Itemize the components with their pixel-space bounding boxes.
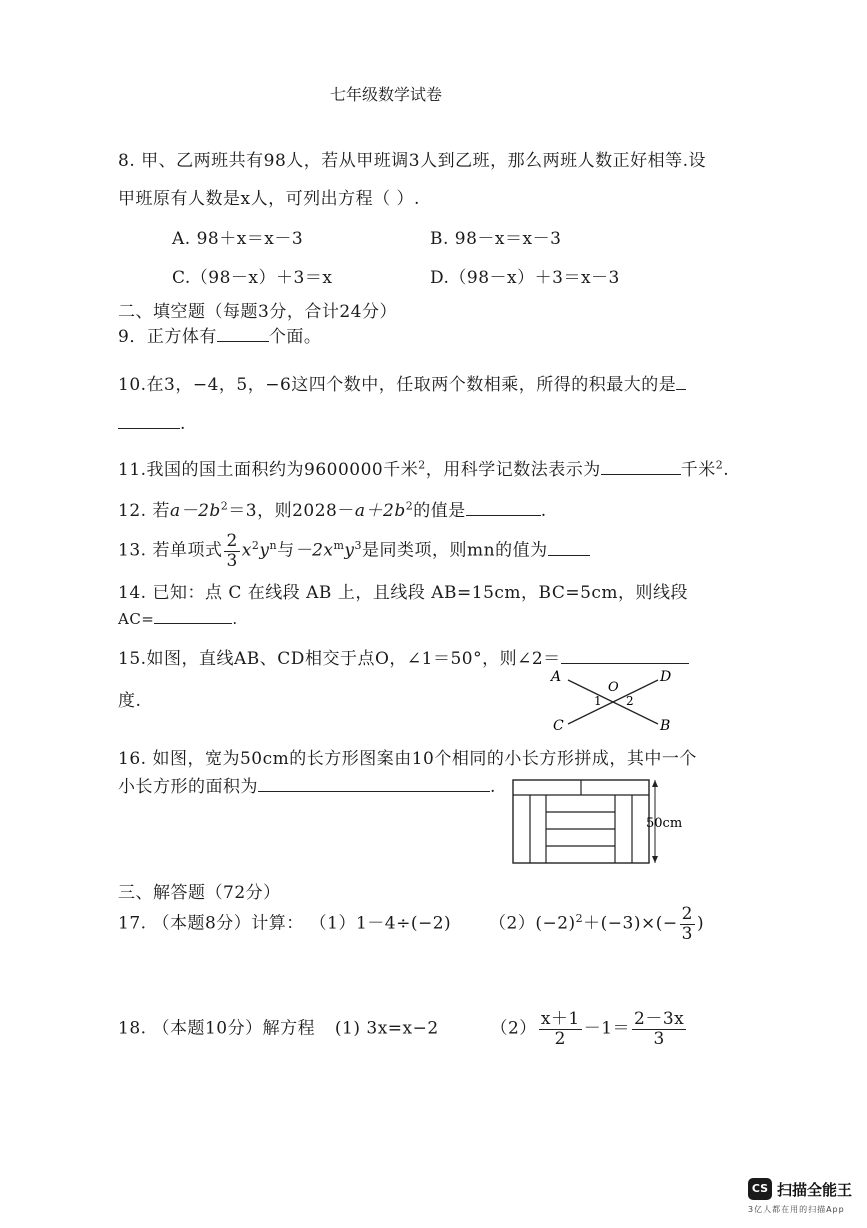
q13-numerator: 2	[226, 531, 238, 551]
q13-exp2b: 3	[354, 539, 363, 553]
q18-mid: －1＝	[583, 1018, 631, 1039]
q18-part1: (1) 3x=x−2	[334, 1018, 439, 1039]
q16-answer-blank	[258, 790, 490, 792]
q14-end: .	[232, 610, 238, 628]
q18-part2-label: （2）	[490, 1018, 537, 1039]
q12	[118, 496, 547, 521]
scanner-brand: 扫描全能王	[777, 1181, 853, 1199]
label-a: A	[551, 669, 562, 685]
q13-denominator: 3	[226, 550, 238, 571]
q13-mono2-y: y	[344, 540, 355, 561]
q13-exp1: 2	[251, 539, 260, 553]
scanner-logo-icon: CS	[748, 1178, 772, 1200]
label-b: B	[660, 718, 671, 734]
q11-answer-blank	[601, 473, 681, 475]
q11-pre: 11.我国的国土面积约为9600000千米	[118, 460, 419, 480]
q14-line2-pre: AC=	[118, 610, 155, 628]
q13-post: 是同类项，则mn的值为	[362, 540, 548, 561]
q13	[118, 532, 590, 570]
q13-answer-blank	[548, 554, 590, 556]
page-title: 七年级数学试卷	[330, 85, 443, 104]
q11	[118, 455, 729, 480]
q18-pre: 18. （本题10分）解方程	[118, 1018, 316, 1039]
q9	[118, 322, 321, 347]
q10-line2	[118, 414, 186, 434]
q12-sup2: 2	[405, 499, 414, 513]
q10-answer-blank	[118, 427, 180, 429]
q18-numerator-1: x＋1	[540, 1009, 580, 1029]
q18-denominator-2: 3	[653, 1028, 665, 1049]
q13-and: 与	[277, 540, 295, 561]
q13-exp1b: n	[269, 539, 278, 553]
q17-part2-pre: （2）(−2)	[489, 913, 576, 934]
q18-fraction-2	[632, 1010, 686, 1048]
label-angle-1: 1	[594, 694, 602, 708]
q16-line2-text: 小长方形的面积为	[118, 777, 258, 797]
q16-rectangle-figure	[510, 775, 690, 867]
q17-part1: （1）1－4÷(−2)	[309, 913, 452, 934]
q8-option-c: C.（98－x）＋3＝x	[172, 268, 333, 288]
q17-denominator: 3	[681, 923, 693, 944]
q11-end: .	[723, 460, 730, 480]
q13-mono2-x: －2x	[294, 540, 334, 561]
label-angle-2: 2	[626, 694, 634, 708]
q18-fraction-1	[539, 1010, 582, 1048]
q12-sup1: 2	[220, 499, 229, 513]
q16-line2	[118, 772, 496, 797]
q17-fraction	[680, 905, 695, 943]
label-d: D	[660, 669, 672, 685]
q18	[118, 1010, 688, 1048]
q17-sup: 2	[575, 912, 584, 926]
q9-pre: 9．正方体有	[118, 327, 217, 347]
q12-end: .	[540, 501, 547, 521]
q10-text: 10.在3，−4，5，−6这四个数中，任取两个数相乘，所得的积最大的是	[118, 375, 677, 395]
q14-line2	[118, 610, 238, 628]
q10-line1	[118, 370, 686, 395]
q16-line1: 16. 如图，宽为50cm的长方形图案由10个相同的小长方形拼成，其中一个	[118, 749, 697, 769]
q9-post: 个面。	[268, 327, 322, 347]
q16-end: .	[490, 777, 496, 797]
q12-answer-blank	[466, 514, 541, 516]
q17-pre: 17. （本题8分）计算：	[118, 913, 304, 934]
q18-numerator-2: 2－3x	[634, 1009, 685, 1029]
q11-sup1: 2	[418, 458, 426, 472]
q8-option-d: D.（98－x）＋3＝x－3	[430, 268, 620, 288]
label-c: C	[553, 718, 564, 734]
q13-fraction	[224, 532, 239, 570]
q17-part2-end: )	[696, 913, 705, 934]
q8-option-b: B. 98－x＝x－3	[430, 229, 562, 249]
q12-expr1: a－2b	[169, 501, 221, 521]
q14-answer-blank	[154, 622, 232, 624]
dimension-arrow-bottom	[652, 856, 658, 863]
q13-mono1-y: y	[259, 540, 270, 561]
q15-intersecting-lines-figure	[548, 664, 678, 736]
dimension-label: 50cm	[646, 816, 683, 831]
q8-option-a: A. 98＋x＝x－3	[172, 229, 304, 249]
section-3-heading: 三、解答题（72分）	[118, 883, 281, 903]
dimension-arrow-top	[652, 780, 658, 787]
q10-end: .	[180, 414, 186, 434]
q17-part2-mid: ＋(−3)×(−	[583, 913, 678, 934]
q11-mid: ，用科学记数法表示为	[425, 460, 601, 480]
q12-post: 的值是	[413, 501, 466, 521]
q17	[118, 905, 704, 943]
q12-mid: ＝3，则2028－	[228, 501, 355, 521]
q9-answer-blank	[217, 340, 269, 342]
q8-line1: 8. 甲、乙两班共有98人，若从甲班调3人到乙班，那么两班人数正好相等.设	[118, 151, 706, 171]
q18-denominator-1: 2	[554, 1028, 566, 1049]
q15-pre: 15.如图，直线AB、CD相交于点O，∠1＝50°，则∠2＝	[118, 649, 561, 669]
scanner-slogan: 3亿人都在用的扫描App	[748, 1205, 845, 1214]
section-2-heading: 二、填空题（每题3分，合计24分）	[118, 302, 397, 322]
q11-post: 千米	[680, 460, 716, 480]
q14-line1: 14. 已知：点 C 在线段 AB 上，且线段 AB=15cm，BC=5cm，则线段	[118, 583, 689, 603]
q13-pre: 13. 若单项式	[118, 540, 223, 561]
q15-line2: 度.	[118, 691, 142, 711]
q17-numerator: 2	[681, 904, 693, 924]
q11-sup2: 2	[715, 458, 724, 472]
q13-exp2: m	[333, 539, 345, 553]
q12-pre: 12. 若	[118, 501, 170, 521]
q8-line2: 甲班原有人数是x人，可列出方程（ ）.	[118, 189, 420, 209]
q12-expr2: a＋2b	[354, 501, 406, 521]
q13-mono1-x: x	[241, 540, 252, 561]
q10-answer-blank-start	[676, 388, 686, 390]
label-o: O	[608, 680, 619, 695]
